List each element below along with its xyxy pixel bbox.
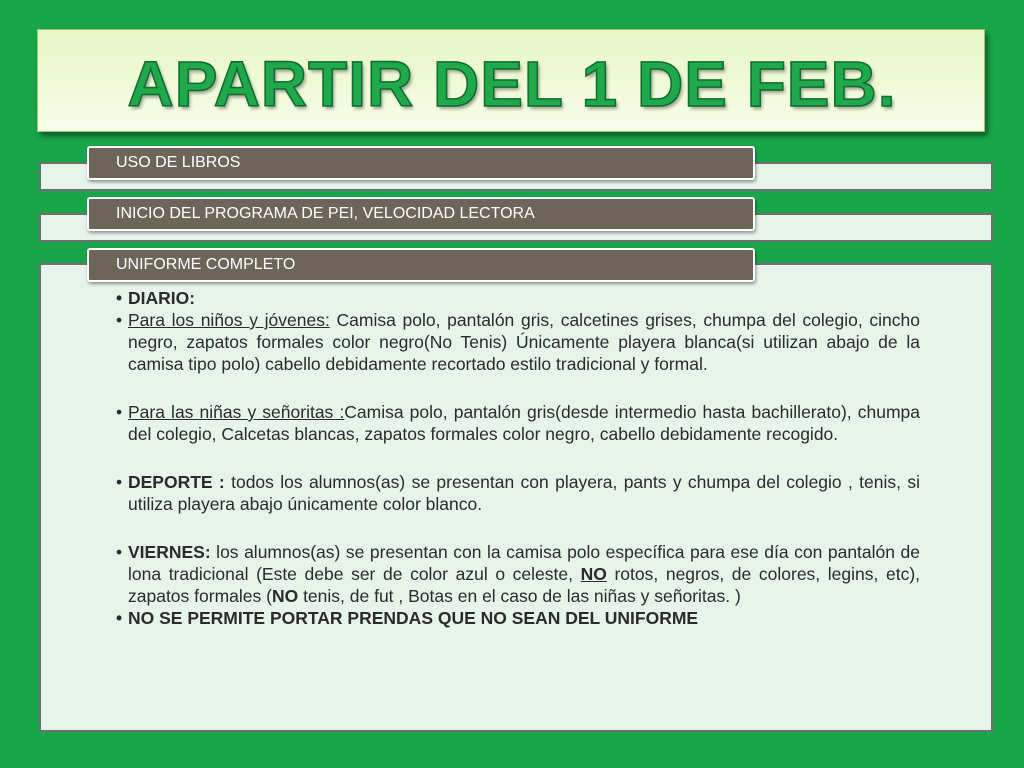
bullet-final	[116, 607, 920, 629]
bullet-ninas	[116, 401, 920, 445]
bullet-viernes	[116, 541, 920, 607]
tab-uso-de-libros: USO DE LIBROS	[87, 146, 755, 180]
viernes-no-2: NO	[271, 586, 299, 606]
final-notice: NO SE PERMITE PORTAR PRENDAS QUE NO SEAN DEL UNIFORME	[128, 608, 699, 628]
viernes-text-3: tenis, de fut , Botas en el caso de las niñas y señoritas. )	[298, 586, 741, 606]
ninas-text: Camisa polo, pantalón gris(desde intermedio hasta bachillerato), chumpa del colegio, Calcetas blancas, zapatos formales color negro, cabello debidamente recogido.	[128, 402, 920, 444]
viernes-text-2: rotos, negros, de colores, legins, etc), zapatos formales (	[128, 564, 921, 606]
tab-inicio-programa: INICIO DEL PROGRAMA DE PEI, VELOCIDAD LECTORA	[87, 197, 755, 231]
page-title: APARTIR DEL 1 DE FEB.	[127, 48, 897, 120]
ninas-label: Para las niñas y señoritas :	[128, 402, 345, 422]
tab-uniforme-completo: UNIFORME COMPLETO	[87, 248, 755, 282]
ninos-text: Camisa polo, pantalón gris, calcetines grises, chumpa del colegio, cincho negro, zapatos formales color negro(No Tenis) Únicamente playera blanca(si utilizan abajo de la camisa tipo polo) cabello debidamente recortado estilo tradicional y formal.	[128, 310, 920, 374]
deporte-text: todos los alumnos(as) se presentan con playera, pants y chumpa del colegio , tenis, si utiliza playera abajo únicamente color blanco.	[128, 472, 920, 514]
diario-label: DIARIO:	[128, 288, 196, 308]
viernes-text-1: los alumnos(as) se presentan con la camisa polo específica para ese día con pantalón de lona tradicional (Este debe ser de color azul o celeste,	[128, 542, 920, 584]
viernes-no-1: NO	[580, 564, 607, 584]
ninos-label: Para los niños y jóvenes:	[128, 310, 330, 330]
deporte-label: DEPORTE :	[128, 472, 225, 492]
bullet-diario	[116, 287, 920, 309]
bullet-deporte	[116, 471, 920, 515]
bullet-ninos	[116, 309, 920, 375]
uniform-content	[116, 287, 920, 629]
viernes-label: VIERNES:	[128, 542, 211, 562]
